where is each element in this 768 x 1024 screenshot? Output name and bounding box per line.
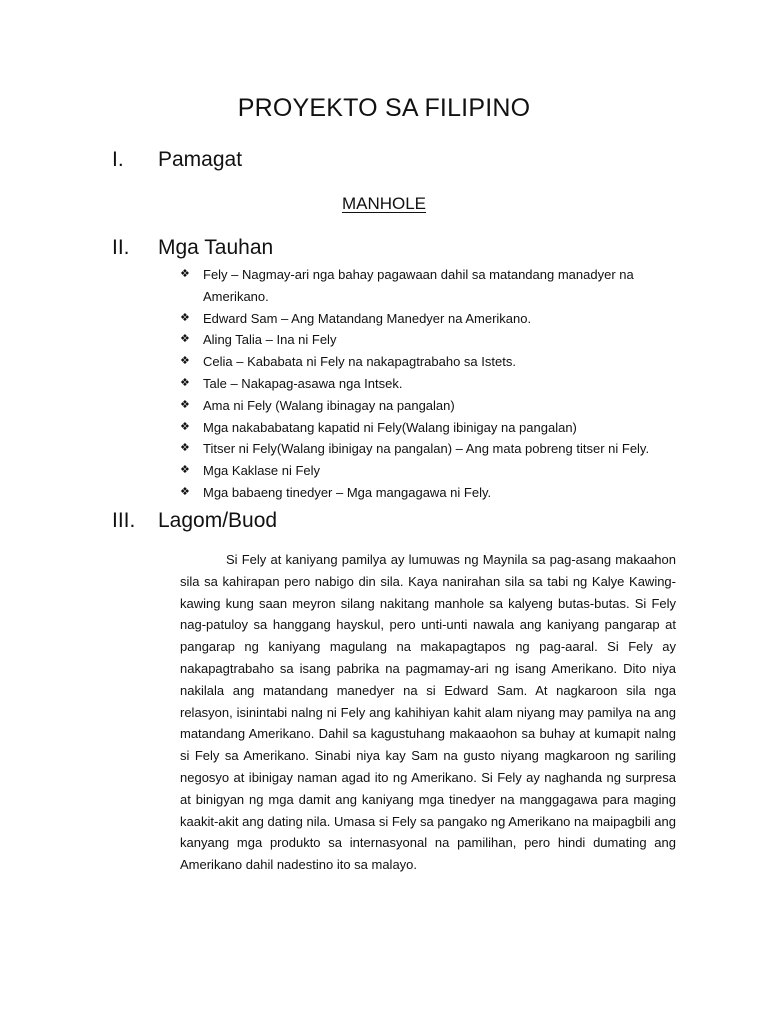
character-text: Ama ni Fely (Walang ibinagay na pangalan) <box>203 397 455 413</box>
diamond-bullet-icon: ❖ <box>180 442 190 455</box>
work-title: MANHOLE <box>341 194 427 213</box>
diamond-bullet-icon: ❖ <box>180 398 190 411</box>
character-text: Aling Talia – Ina ni Fely <box>203 332 337 348</box>
diamond-bullet-icon: ❖ <box>180 420 190 433</box>
diamond-bullet-icon: ❖ <box>180 333 190 346</box>
section-numeral: II. <box>112 236 130 259</box>
character-list-item <box>180 264 690 308</box>
character-text: Edward Sam – Ang Matandang Manedyer na Amerikano. <box>203 310 532 326</box>
section-heading-text: Pamagat <box>158 148 243 171</box>
character-list-item <box>180 417 690 439</box>
section-heading-lagom-buod <box>112 509 277 533</box>
diamond-bullet-icon: ❖ <box>180 464 190 477</box>
summary-paragraph: Si Fely at kaniyang pamilya ay lumuwas ng Maynila sa pag-asang makaahon sila sa kahirapan pero nabigo din sila. Kaya nanirahan sila sa tabi ng Kalye Kawing-kawing kung saan meyron silang nakitang manhole sa kalyeng butas-butas. Si Fely nag-patuloy sa hanggang hayskul, pero unti-unti nawala ang kaniyang pangarap at pangarap ng kaniyang magulang na makapagtapos ng pag-aaral. Si Fely ay nakapagtrabaho sa isang pabrika na pagmamay-ari ng isang Amerikano. Dito niya nakilala ang matandang manedyer na si Edward Sam. At nagkaroon sila nga relasyon, isinintabi nalng ni Fely ang kahihiyan kahit alam niyang may pamilya na ang matandang Amerikano. Dahil sa kagustuhang makaaohon sa buhay at kumapit nalng si Fely sa Amerikano. Sinabi niya kay Sam na gusto niyang magkaroon ng sariling negosyo at ibinigay naman agad ito ng Amerikano. Si Fely ay naghanda ng surpresa at binigyan ng mga damit ang kaniyang mga tinedyer na manggagawa para maging kaakit-akit ang dating nila. Umasa si Fely sa pangako ng Amerikano na maipagbili ang kanyang mga produkto sa internasyonal na pamilihan, pero hindi dumating ang Amerikano dahil nadestino ito sa malayo. <box>180 552 676 873</box>
character-text: Tale – Nakapag-asawa nga Intsek. <box>203 375 403 391</box>
diamond-bullet-icon: ❖ <box>180 376 190 389</box>
character-list-item <box>180 395 690 417</box>
character-list-item <box>180 308 690 330</box>
character-list-item <box>180 460 690 482</box>
document-title: PROYEKTO SA FILIPINO <box>237 94 531 122</box>
character-list <box>180 264 690 504</box>
character-list-item <box>180 438 690 460</box>
diamond-bullet-icon: ❖ <box>180 311 190 324</box>
character-text: Titser ni Fely(Walang ibinigay na pangalan) – Ang mata pobreng titser ni Fely. <box>203 441 650 457</box>
character-text: Mga nakababatang kapatid ni Fely(Walang ibinigay na pangalan) <box>203 419 577 435</box>
character-list-item <box>180 482 690 504</box>
character-list-item <box>180 373 690 395</box>
diamond-bullet-icon: ❖ <box>180 268 190 280</box>
section-numeral: III. <box>112 509 136 532</box>
character-text: Mga Kaklase ni Fely <box>203 463 321 479</box>
character-text: Mga babaeng tinedyer – Mga mangagawa ni Fely. <box>203 484 492 500</box>
section-heading-text: Lagom/Buod <box>158 509 278 532</box>
character-text: Fely – Nagmay-ari nga bahay pagawaan dahil sa matandang manadyer na Amerikano. <box>203 267 634 304</box>
character-list-item <box>180 329 690 351</box>
character-text: Celia – Kababata ni Fely na nakapagtrabaho sa Istets. <box>203 354 516 370</box>
section-heading-mga-tauhan <box>112 236 273 260</box>
diamond-bullet-icon: ❖ <box>180 355 190 368</box>
section-heading-text: Mga Tauhan <box>158 236 274 259</box>
section-heading-pamagat <box>112 148 242 172</box>
diamond-bullet-icon: ❖ <box>180 485 190 498</box>
section-numeral: I. <box>112 148 124 171</box>
character-list-item <box>180 351 690 373</box>
